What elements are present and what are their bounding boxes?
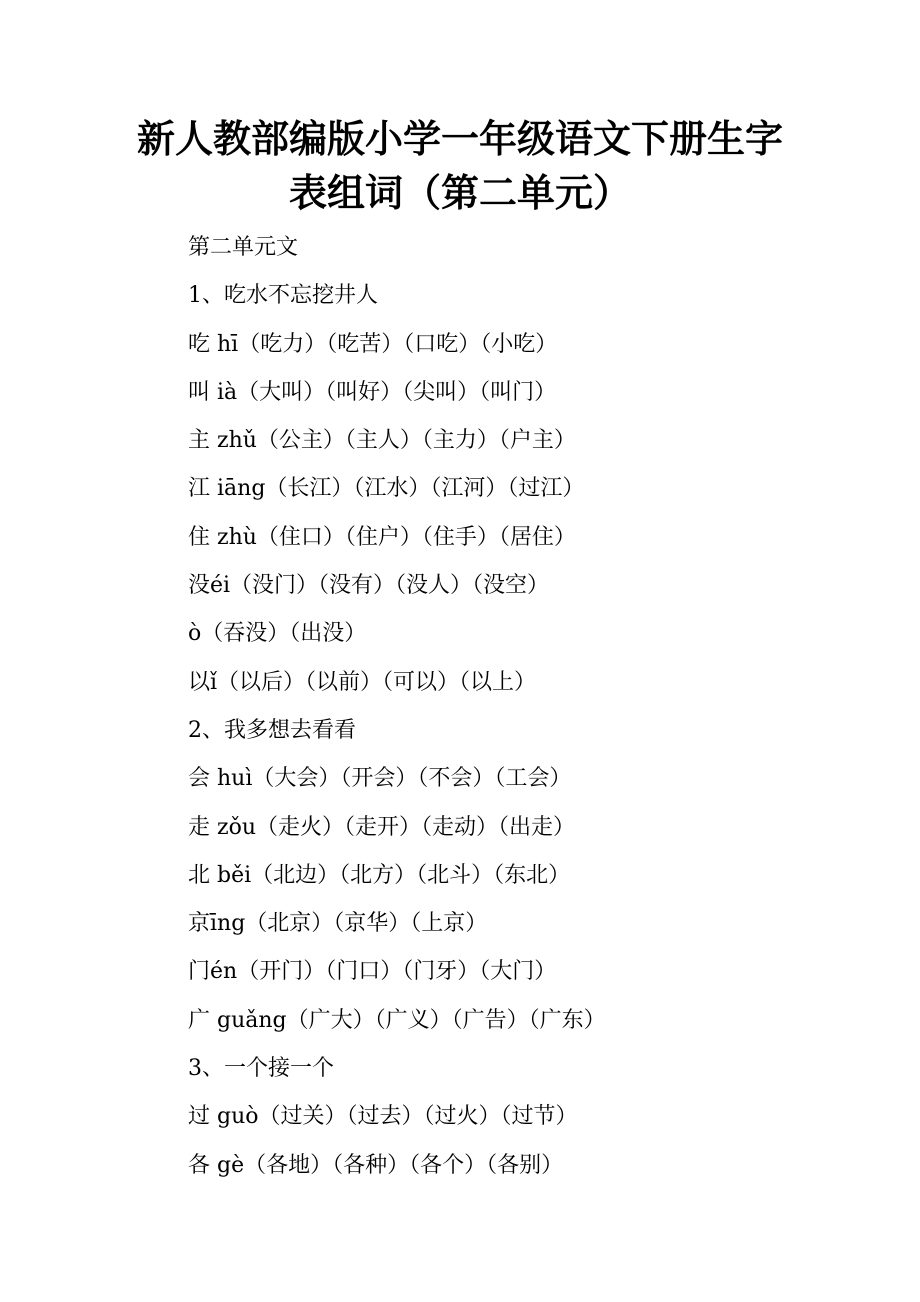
word-entry: 以ǐ（以后）（以前）（可以）（以上） [188, 669, 537, 695]
word-entry: 门én（开门）（门口）（门牙）（大门） [188, 959, 557, 985]
word-entry: 没éi（没门）（没有）（没人）（没空） [188, 573, 550, 599]
word-entry: 吃 hī（吃力）（吃苦）（口吃）（小吃） [188, 331, 558, 357]
word-entry: 北 běi（北边）（北方）（北斗）（东北） [188, 862, 571, 888]
lesson-heading-3: 3、一个接一个 [188, 1056, 334, 1082]
title-line-1: 新人教部编版小学一年级语文下册生字 [136, 116, 783, 161]
word-entry: 会 huì（大会）（开会）（不会）（工会） [188, 766, 572, 792]
unit-heading: 第二单元文 [188, 235, 299, 260]
document-title [0, 112, 920, 220]
word-entry: 住 zhù（住口）（住户）（住手）（居住） [188, 524, 576, 550]
word-entry: 各 gè（各地）（各种）（各个）（各别） [188, 1152, 564, 1178]
word-entry: ò（吞没）（出没） [188, 621, 367, 647]
lesson-heading-1: 1、吃水不忘挖井人 [188, 283, 378, 309]
content-body [188, 228, 888, 1194]
word-entry: 过 guò（过关）（过去）（过火）（过节） [188, 1104, 578, 1130]
word-entry: 广 guǎng（广大）（广义）（广告）（广东） [188, 1007, 606, 1033]
title-line-2: 表组词（第二单元） [288, 170, 631, 215]
word-entry: 京īng（北京）（京华）（上京） [188, 911, 488, 937]
word-entry: 江 iāng（长江）（江水）（江河）（过江） [188, 476, 585, 502]
lesson-heading-2: 2、我多想去看看 [188, 717, 356, 743]
word-entry: 叫 ià（大叫）（叫好）（尖叫）（叫门） [188, 379, 557, 405]
word-entry: 走 zǒu（走火）（走开）（走动）（出走） [188, 814, 575, 840]
word-entry: 主 zhǔ（公主）（主人）（主力）（户主） [188, 428, 576, 454]
